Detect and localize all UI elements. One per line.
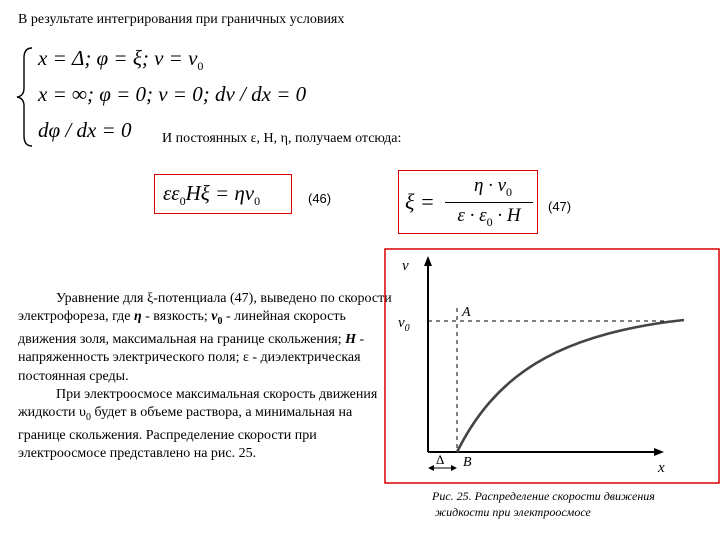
y-axis-label: v [402, 258, 409, 274]
p2-text-1: При электроосмосе максимальная скорость движения жидкости υ [18, 386, 378, 421]
eq46-lhs-a: εε [163, 181, 180, 205]
condition-line-2: x = ∞; φ = 0; v = 0; dv / dx = 0 [38, 82, 307, 106]
velocity-curve [457, 320, 684, 452]
p1-text-4: - напряженность электрического поля; ε - диэлектрическая постоянная среды. [18, 332, 365, 384]
delta-arrow-left-icon [428, 465, 434, 471]
eq47-lhs: ξ = [405, 189, 435, 214]
p1-h: Н [345, 332, 357, 348]
paragraph-2 [18, 386, 394, 464]
eq47-denominator [441, 205, 537, 230]
point-a-label: A [462, 305, 471, 320]
eq47-fraction-bar [445, 202, 533, 203]
delta-label: Δ [436, 452, 445, 467]
condition-1-text: x = Δ; φ = ξ; v = v [38, 46, 198, 70]
equation-46-number: (46) [308, 191, 332, 206]
figure-caption [432, 488, 655, 520]
paragraph-1 [18, 290, 394, 386]
eq47-denominator-sub: 0 [486, 215, 493, 229]
p2-text-2: будет в объеме раствора, а минимальная на границе скольжения. Распределение скорости при электроосмосе представлено на рис. 25. [18, 405, 353, 462]
p1-eta: η [133, 309, 142, 325]
equation-47-box [398, 170, 538, 234]
p1-text-3: - линейная скорость движения золя, максимальная на границе скольжения; [18, 309, 346, 348]
eq46-rhs-sub: 0 [254, 194, 261, 208]
y-axis-arrow-icon [424, 256, 432, 266]
p1-text-1: Уравнение для ξ-потенциала (47), выведено по скорости электрофореза, где [18, 291, 392, 325]
p2-sub: 0 [85, 411, 91, 423]
eq46-lhs-b: Hξ = ηv [185, 181, 255, 205]
eq47-denominator-b: · H [497, 205, 521, 226]
delta-arrow-right-icon [451, 465, 457, 471]
body-text [18, 290, 394, 463]
left-brace-icon [14, 44, 38, 150]
caption-line-2: жидкости при электроосмосе [432, 505, 591, 519]
condition-line-3: dφ / dx = 0 [38, 118, 132, 142]
eq46-lhs-sub: 0 [179, 194, 186, 208]
equation-47-number: (47) [548, 199, 572, 214]
eq47-denominator-a: ε · ε [457, 205, 487, 226]
eq47-numerator-sub: 0 [506, 185, 513, 199]
condition-1-sub: 0 [197, 59, 204, 73]
eq47-numerator-text: η · v [473, 175, 507, 196]
intro-text: В результате интегрирования при граничных условиях [18, 12, 345, 27]
condition-line-1 [38, 46, 203, 74]
caption-line-1: Рис. 25. Распределение скорости движения [432, 489, 655, 503]
constants-text: И постоянных ε, Н, η, получаем отсюда: [162, 131, 402, 146]
p1-v0-sub: 0 [217, 316, 223, 327]
point-b-label: B [463, 455, 472, 470]
figure-25 [384, 248, 720, 484]
equation-46 [163, 181, 260, 209]
equation-46-box [154, 174, 292, 214]
p1-v0: v [211, 309, 218, 325]
v0-label: $v_0$ [398, 315, 410, 334]
x-axis-label: x [658, 460, 665, 476]
p1-text-2: - вязкость; [141, 309, 212, 325]
eq47-numerator [451, 175, 535, 200]
x-axis-arrow-icon [654, 448, 664, 456]
